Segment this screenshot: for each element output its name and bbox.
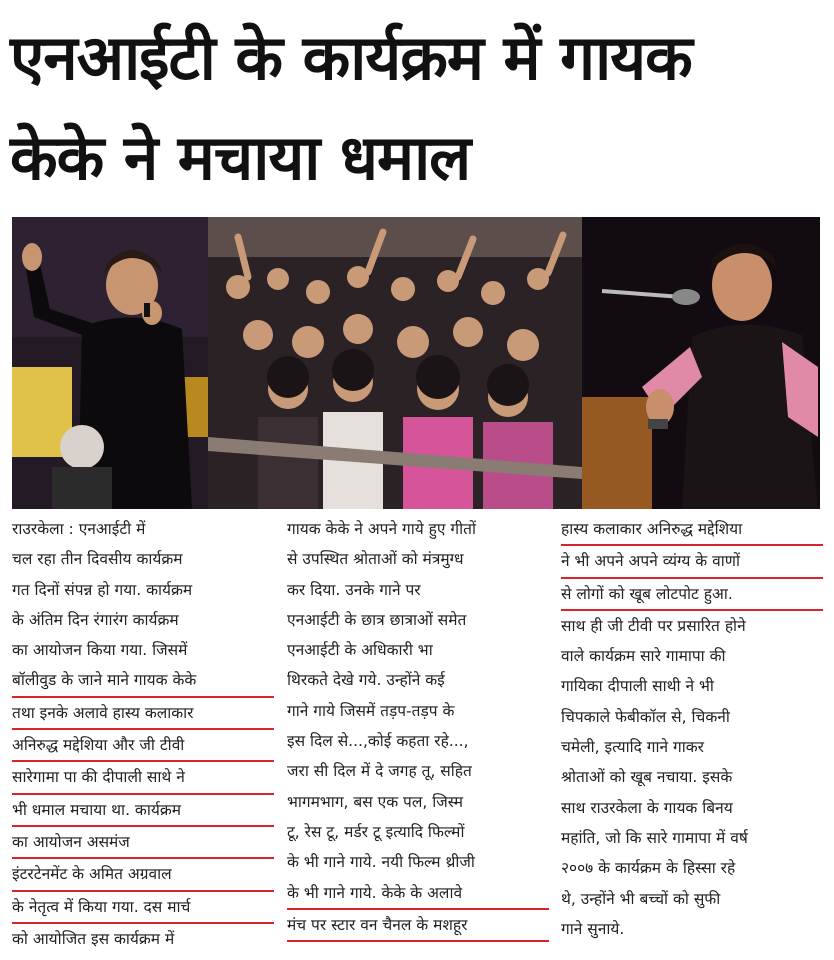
- photo-audience: [208, 217, 582, 509]
- column-line: साथ राउरकेला के गायक बिनय: [561, 798, 733, 817]
- column-line: टू, रेस टू, मर्डर टू इत्यादि फिल्मों: [287, 822, 465, 841]
- column-line-underlined: से लोगों को खूब लोटपोट हुआ.: [561, 579, 823, 611]
- singer-kk-icon: [12, 217, 208, 509]
- column-line-underlined: बॉलीवुड के जाने माने गायक केके: [12, 665, 274, 697]
- column-line-underlined: के नेतृत्व में किया गया. दस मार्च: [12, 892, 274, 924]
- photo-comedian: [582, 217, 820, 509]
- column-line: गायक केके ने अपने गाये हुए गीतों: [287, 520, 476, 538]
- column-line-underlined: मंच पर स्टार वन चैनल के मशहूर: [287, 910, 549, 942]
- column-line: गायिका दीपाली साथी ने भी: [561, 677, 714, 696]
- column-line: साथ ही जी टीवी पर प्रसारित होने: [561, 616, 746, 635]
- column-line: इस दिल से...,कोई कहता रहे...,: [287, 732, 469, 751]
- column-line-underlined: भी धमाल मचाया था. कार्यक्रम: [12, 795, 274, 827]
- column-line: राउरकेला : एनआईटी में: [12, 520, 146, 538]
- column-line: के अंतिम दिन रंगारंग कार्यक्रम: [12, 610, 179, 629]
- column-line: चमेली, इत्यादि गाने गाकर: [561, 738, 705, 757]
- column-line-underlined: अनिरुद्ध मद्देशिया और जी टीवी: [12, 730, 274, 762]
- column-line: थे, उन्होंने भी बच्चों को सुफी: [561, 889, 721, 908]
- column-line: गाने गाये जिसमें तड़प-तड़प के: [287, 701, 455, 720]
- column-line: का आयोजन किया गया. जिसमें: [12, 641, 188, 660]
- column-line: गाने सुनाये.: [561, 919, 625, 938]
- audience-crowd-icon: [208, 217, 582, 509]
- column-line-underlined: सारेगामा पा की दीपाली साथे ने: [12, 762, 274, 794]
- column-line-underlined: हास्य कलाकार अनिरुद्ध मद्देशिया: [561, 514, 823, 546]
- column-line-underlined: के भी गाने गाये. केके के अलावे: [287, 878, 549, 910]
- headline-line-1: एनआईटी के कार्यक्रम में गायक: [10, 21, 692, 94]
- column-line-underlined: तथा इनके अलावे हास्य कलाकार: [12, 698, 274, 730]
- column-line: चिपकाले फेबीकॉल से, चिकनी: [561, 707, 730, 726]
- photo-singer-kk: [12, 217, 208, 509]
- column-line: गत दिनों संपन्न हो गया. कार्यक्रम: [12, 580, 193, 599]
- article-column-2: [287, 514, 549, 942]
- headline: [10, 8, 825, 208]
- article-column-1: [12, 514, 274, 954]
- column-line-underlined: ने भी अपने अपने व्यंग्य के वाणों: [561, 546, 823, 578]
- column-line: २००७ के कार्यक्रम के हिस्सा रहे: [561, 859, 736, 878]
- column-line: महांति, जो कि सारे गामापा में वर्ष: [561, 828, 748, 847]
- column-line: जरा सी दिल में दे जगह तू, सहित: [287, 762, 472, 781]
- article-column-3: [561, 514, 823, 944]
- comedian-with-microphone-icon: [582, 217, 820, 509]
- headline-line-2: केके ने मचाया धमाल: [10, 121, 471, 194]
- column-line: एनआईटी के अधिकारी भा: [287, 641, 433, 660]
- column-line: वाले कार्यक्रम सारे गामापा की: [561, 647, 726, 666]
- column-line: एनआईटी के छात्र छात्राओं समेत: [287, 610, 467, 629]
- column-line: के भी गाने गाये. नयी फिल्म थ्रीजी: [287, 853, 475, 872]
- column-line: को आयोजित इस कार्यक्रम में: [12, 929, 175, 948]
- column-line: थिरकते देखे गये. उन्होंने कई: [287, 671, 445, 690]
- column-line: श्रोताओं को खूब नचाया. इसके: [561, 768, 733, 787]
- column-line: भागमभाग, बस एक पल, जिस्म: [287, 792, 464, 811]
- column-line: से उपस्थित श्रोताओं को मंत्रमुग्ध: [287, 550, 464, 569]
- column-line-underlined: का आयोजन असमंज: [12, 827, 274, 859]
- column-line-underlined: इंटरटेनमेंट के अमित अग्रवाल: [12, 859, 274, 891]
- column-line: चल रहा तीन दिवसीय कार्यक्रम: [12, 550, 183, 569]
- column-line: कर दिया. उनके गाने पर: [287, 580, 421, 599]
